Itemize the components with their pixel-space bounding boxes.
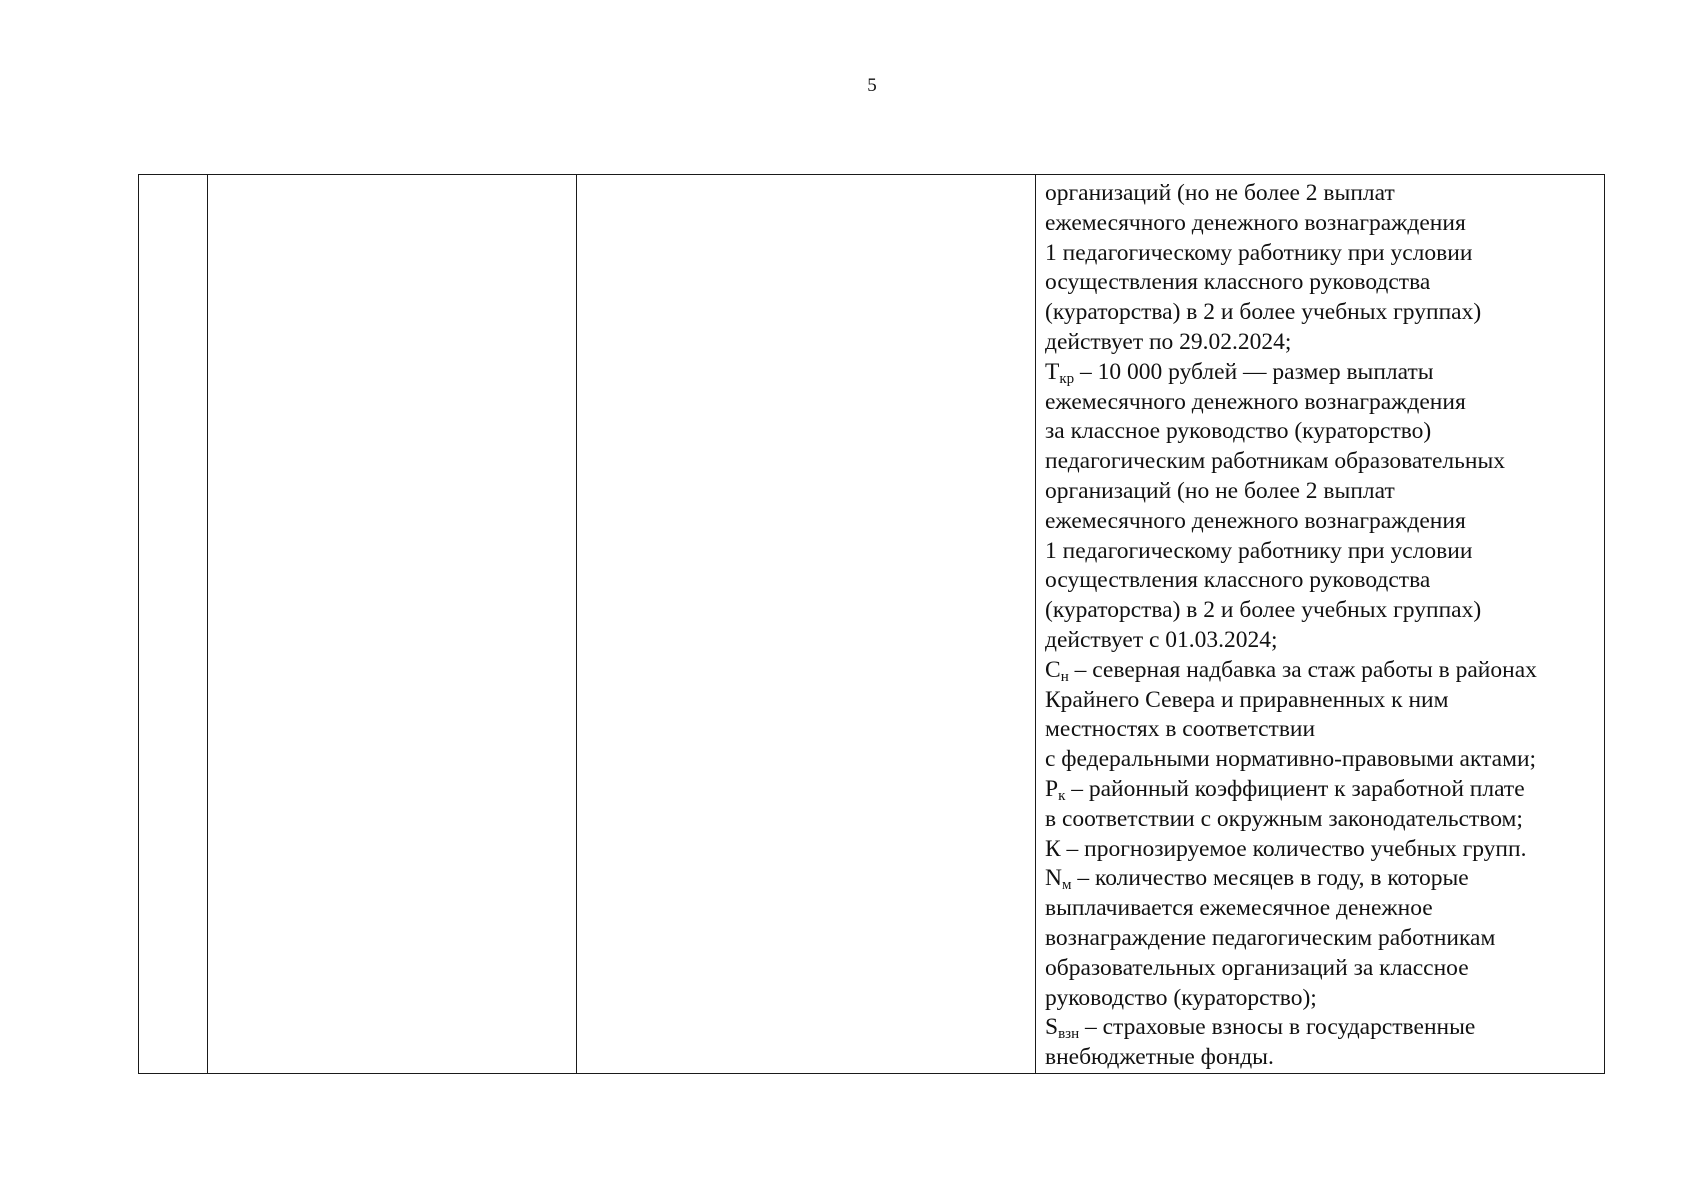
text-line: за классное руководство (кураторство)	[1045, 418, 1432, 445]
text-line: действует по 29.02.2024;	[1045, 328, 1292, 355]
text-line: в соответствии с окружным законодательством;	[1045, 805, 1523, 832]
text-line: $N_м$ – количество месяцев в году, в которые	[1045, 865, 1469, 894]
text-line: организаций (но не более 2 выплат	[1045, 477, 1395, 504]
text-line: 1 педагогическому работнику при условии	[1045, 537, 1473, 564]
variable-subscript: взн	[1058, 1026, 1080, 1043]
formula-description-text	[1036, 175, 1604, 1073]
text-line: $Т_{кр} - 10$ 000 рублей — размер выплаты	[1045, 358, 1434, 387]
text-line: осуществления классного руководства	[1045, 269, 1431, 296]
variable-subscript: к	[1058, 787, 1066, 804]
text-line: осуществления классного руководства	[1045, 567, 1431, 594]
text-line: с федеральными нормативно-правовыми актами;	[1045, 746, 1537, 773]
table-cell-4	[1036, 175, 1605, 1074]
text-line: ежемесячного денежного вознаграждения	[1045, 507, 1466, 534]
text-line: руководство (кураторство);	[1045, 984, 1317, 1011]
variable-subscript: кр	[1059, 370, 1075, 387]
variable-symbol: Т	[1045, 358, 1060, 385]
variable-symbol: Р	[1045, 775, 1059, 802]
text-line: вознаграждение педагогическим работникам	[1045, 924, 1496, 951]
text-line: К – прогнозируемое количество учебных групп.	[1045, 835, 1527, 862]
text-line: 1 педагогическому работнику при условии	[1045, 239, 1473, 266]
text-line: $S_{взн}$ – страховые взносы в государственные	[1045, 1014, 1476, 1043]
table-cell-3	[577, 175, 1036, 1074]
text-line: выплачивается ежемесячное денежное	[1045, 895, 1433, 922]
text-line: $С_н$ – северная надбавка за стаж работы в районах	[1045, 656, 1537, 685]
table-cell-1	[139, 175, 208, 1074]
variable-symbol: S	[1045, 1014, 1059, 1041]
text-line: педагогическим работникам образовательных	[1045, 448, 1505, 475]
text-line: действует с 01.03.2024;	[1045, 626, 1278, 653]
text-line: внебюджетные фонды.	[1045, 1044, 1274, 1071]
table-cell-2	[208, 175, 577, 1074]
text-line: организаций (но не более 2 выплат	[1045, 180, 1395, 206]
document-table	[138, 174, 1605, 1074]
text-line: (кураторства) в 2 и более учебных группах)	[1045, 299, 1482, 326]
page-number: 5	[867, 75, 877, 96]
text-line: Крайнего Севера и приравненных к ним	[1045, 686, 1449, 713]
variable-symbol: С	[1045, 656, 1061, 683]
table-row	[139, 175, 1605, 1074]
text-line: ежемесячного денежного вознаграждения	[1045, 209, 1466, 236]
text-line: местностях в соответствии	[1045, 716, 1316, 743]
text-line: (кураторства) в 2 и более учебных группах)	[1045, 597, 1482, 624]
variable-subscript: н	[1060, 668, 1069, 685]
text-line: ежемесячного денежного вознаграждения	[1045, 388, 1466, 415]
variable-symbol: N	[1045, 865, 1062, 892]
text-line: образовательных организаций за классное	[1045, 954, 1469, 981]
variable-subscript: м	[1061, 877, 1072, 894]
text-line: $Р_к$ – районный коэффициент к заработной плате	[1045, 775, 1525, 804]
